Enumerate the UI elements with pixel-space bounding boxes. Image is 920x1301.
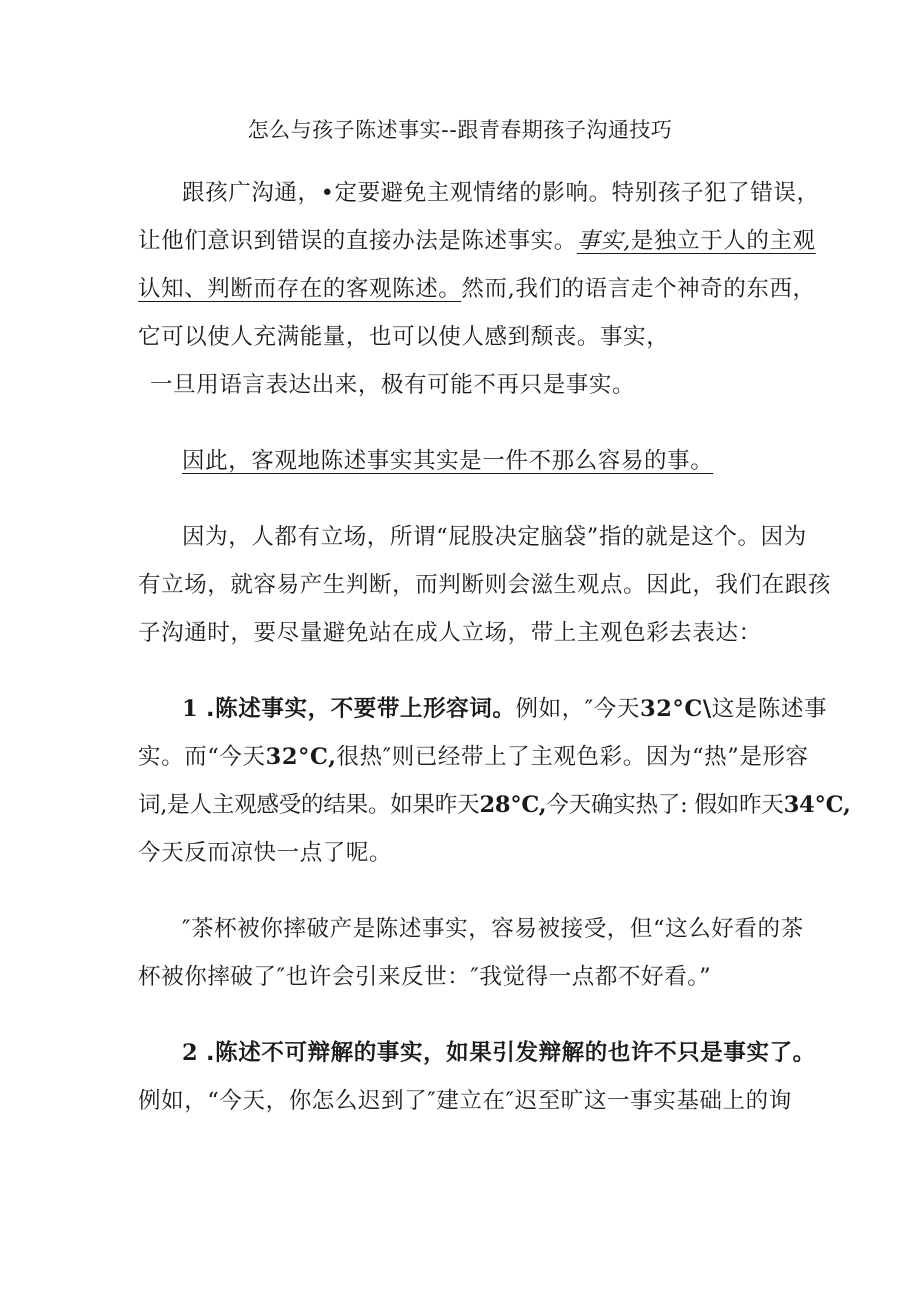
paragraph-2 [182, 446, 713, 476]
section-heading: .陈述事实，不要带上形容词。 [206, 696, 516, 722]
paragraph-3-line-3 [138, 618, 762, 648]
temperature: 32°C\ [640, 696, 712, 722]
list-number: 2 [182, 1040, 199, 1066]
underlined-definition: 认知、判断而存在的客观陈述。 [138, 276, 462, 302]
paragraph-5-line-2 [138, 962, 711, 992]
text: 很热″则已经带上了主观色彩。因为“热”是形容 [336, 744, 809, 770]
text: 因为，人都有立场，所谓“屁股决定脑袋”指的就是这个。因为 [182, 524, 807, 550]
temperature: 28°C, [479, 792, 547, 818]
underlined-sentence: 因此，客观地陈述事实其实是一件不那么容易的事。 [182, 448, 714, 474]
text: 然而,我们的语言走个神奇的东西， [461, 276, 816, 302]
text: 杯被你摔破了″也许会引来反世：″我觉得一点都不好看。” [138, 964, 712, 990]
document-title: 怎么与孩子陈述事实--跟青春期孩子沟通技巧 [247, 118, 673, 142]
text: 例如，“今天，你怎么迟到了″建立在″迟至旷这一事实基础上的询 [138, 1088, 792, 1114]
paragraph-4-line-2 [138, 742, 809, 772]
underlined-term: 事实, [576, 228, 631, 254]
list-number: 1 [182, 696, 199, 722]
text: 例如，″今天 [515, 696, 640, 722]
text: 实。而“今天 [138, 744, 266, 770]
text: ″茶杯被你摔破产是陈述事实，容易被接受，但“这么好看的茶 [182, 916, 804, 942]
text: 它可以使人充满能量，也可以使人感到颓丧。事实， [138, 324, 670, 350]
text: 子沟通时，要尽量避免站在成人立场，带上主观色彩去表达： [138, 620, 762, 646]
text: 一旦用语言表达出来，极有可能不再只是事实。 [150, 372, 636, 398]
temperature: 34°C, [783, 792, 851, 818]
paragraph-1-line-1 [182, 178, 820, 208]
text: 有立场，就容易产生判断，而判断则会滋生观点。因此，我们在跟孩 [138, 572, 832, 598]
text: 跟孩广沟通，•定要避免主观情绪的影响。特别孩子犯了错误， [182, 180, 820, 206]
paragraph-4-line-1 [182, 694, 827, 724]
text: 这是陈述事 [711, 696, 828, 722]
paragraph-1-line-2 [138, 226, 816, 256]
text: 今天确实热了: 假如昨天 [546, 792, 784, 818]
paragraph-4-line-3 [138, 790, 851, 820]
paragraph-1-line-3 [138, 274, 816, 304]
paragraph-3-line-1 [182, 522, 807, 552]
text: 词,是人主观感受的结果。如果昨天 [138, 792, 480, 818]
paragraph-6-line-1 [182, 1038, 816, 1068]
section-heading: .陈述不可辩解的事实，如果引发辩解的也许不只是事实了。 [206, 1040, 816, 1066]
paragraph-6-line-2 [138, 1086, 792, 1116]
paragraph-3-line-2 [138, 570, 831, 600]
paragraph-1-line-4 [138, 322, 669, 352]
text: 让他们意识到错误的直接办法是陈述事实。 [138, 228, 577, 254]
paragraph-4-line-4 [138, 838, 392, 868]
underlined-definition: 是独立于人的主观 [630, 228, 816, 254]
text: 今天反而凉快一点了呢。 [138, 840, 393, 866]
temperature: 32°C, [265, 744, 337, 770]
paragraph-1-line-5 [150, 370, 635, 400]
paragraph-5-line-1 [182, 914, 804, 944]
